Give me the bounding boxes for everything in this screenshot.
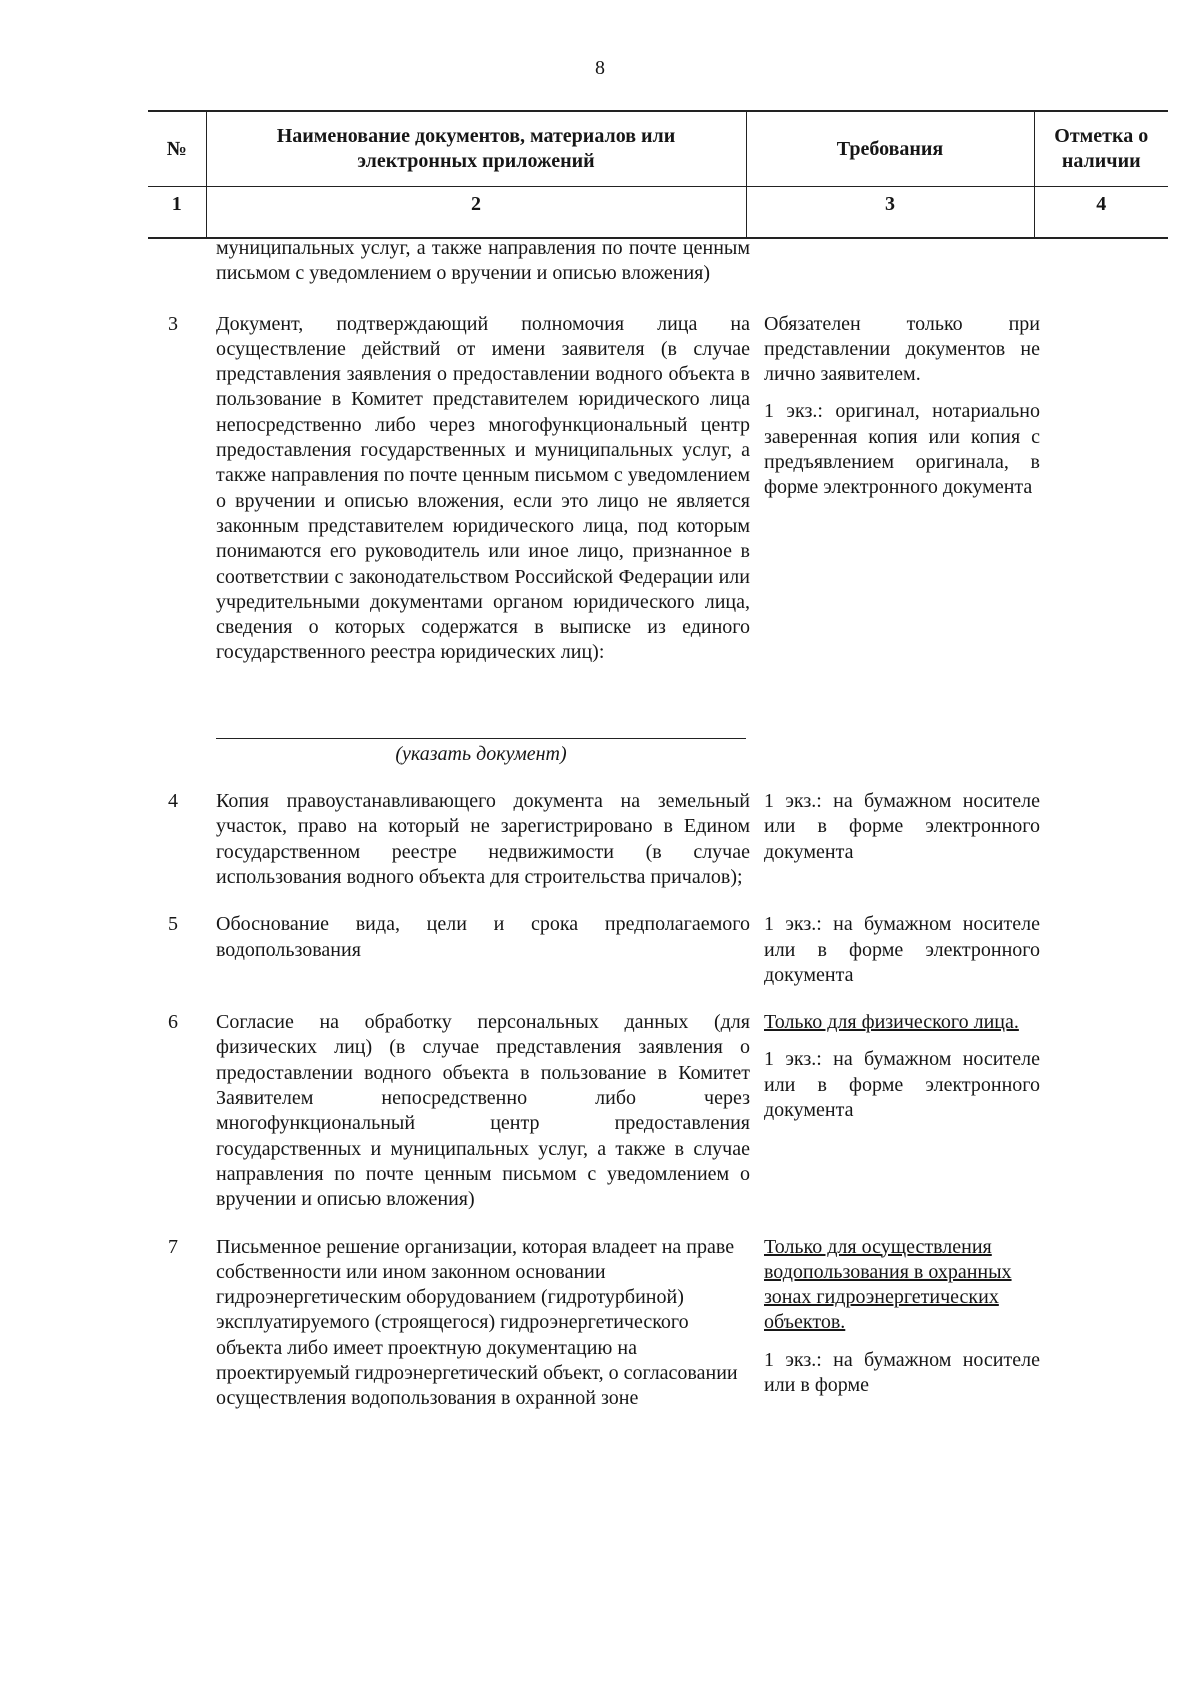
- row-document-name: муниципальных услуг, а также направления по почте ценным письмом с уведомлением о вручении и описью вложения): [216, 237, 750, 285]
- table-row: [148, 912, 1068, 988]
- table-row: [148, 1010, 1068, 1212]
- row-requirements: [750, 789, 1040, 890]
- table-row: [148, 236, 1068, 287]
- row-requirements: [750, 1010, 1040, 1212]
- requirement-text: Обязателен только при представлении документов не лично заявителем.: [764, 312, 1040, 386]
- document-fill-caption: (указать документ): [395, 742, 567, 765]
- requirement-text: 1 экз.: на бумажном носителе или в форме электронного документа: [764, 1048, 1040, 1122]
- row-requirements: [750, 1235, 1040, 1412]
- requirement-text: 1 экз.: на бумажном носителе или в форме электронного документа: [764, 790, 1040, 863]
- header-col-requirements: Требования: [746, 111, 1034, 187]
- row-document-name: Согласие на обработку персональных данных (для физических лиц) (в случае представления заявления о предоставлении водного объекта в пользование в Комитет Заявителем непосредственно либо через многофункциональный центр предоставления государственных и муниципальных услуг, а также в случае направления по почте ценным письмом с уведомлением о вручении и описью вложения): [216, 1011, 750, 1211]
- document-fill-line: [216, 738, 746, 739]
- requirement-note: Только для физического лица.: [764, 1011, 1019, 1034]
- table-row: [148, 789, 1068, 890]
- row-document-cell: [206, 312, 750, 767]
- requirement-note: Только для осуществления водопользования в охранных зонах гидроэнергетических объектов.: [764, 1235, 1012, 1334]
- row-requirements: [750, 236, 1040, 287]
- row-number: 6: [168, 1011, 178, 1034]
- header-index-2: 2: [206, 187, 746, 239]
- header-index-1: 1: [148, 187, 206, 239]
- row-document-name: Копия правоустанавливающего документа на земельный участок, право на который не зарегистрировано в Едином государственном реестре недвижимости (в случае использования водного объекта для строительства причалов);: [216, 790, 750, 888]
- row-document-name: Обоснование вида, цели и срока предполагаемого водопользования: [216, 913, 750, 961]
- requirement-text: 1 экз.: на бумажном носителе или в форме: [764, 1348, 1040, 1396]
- table-row: [148, 1235, 1068, 1412]
- requirement-text: 1 экз.: на бумажном носителе или в форме электронного документа: [764, 913, 1040, 986]
- table-body: [148, 236, 1068, 1412]
- header-index-3: 3: [746, 187, 1034, 239]
- row-number: 7: [168, 1235, 178, 1258]
- row-number: 4: [168, 790, 178, 813]
- row-number: [148, 236, 206, 287]
- header-col-number: №: [148, 111, 206, 187]
- row-document-name: Письменное решение организации, которая владеет на праве собственности или ином законном основании гидроэнергетическим оборудованием (гидротурбиной) эксплуатируемого (строящегося) гидроэнергетического объекта либо имеет проектную документацию на проектируемый гидроэнергетический объект, о согласовании осуществления водопользования в охранной зоне: [216, 1235, 738, 1410]
- row-number: 5: [168, 913, 178, 936]
- header-col-mark: Отметка о наличии: [1034, 111, 1168, 187]
- table-header: [148, 110, 1168, 239]
- requirement-text: 1 экз.: оригинал, нотариально заверенная копия или копия с предъявлением оригинала, в форме электронного документа: [764, 400, 1040, 499]
- page-number: 8: [595, 57, 605, 79]
- table-row: [148, 312, 1068, 767]
- row-requirements: [750, 912, 1040, 988]
- row-document-name: Документ, подтверждающий полномочия лица на осуществление действий от имени заявителя (в случае представления заявления о предоставлении водного объекта в пользование в Комитет представителем юридического лица непосредственно либо через многофункциональный центр предоставления государственных и муниципальных услуг, а также направления по почте ценным письмом с уведомлением о вручении и описью вложения, если это лицо не является законным представителем юридического лица, под которым понимаются его руководитель или иное лицо, признанное в соответствии с законодательством Российской Федерации или учредительными документами органом юридического лица, сведения о которых содержатся в выписке из единого государственного реестра юридических лиц):: [216, 312, 750, 664]
- header-index-4: 4: [1034, 187, 1168, 239]
- row-number: 3: [168, 312, 178, 335]
- row-requirements: [750, 312, 1040, 767]
- header-col-name: Наименование документов, материалов или электронных приложений: [206, 111, 746, 187]
